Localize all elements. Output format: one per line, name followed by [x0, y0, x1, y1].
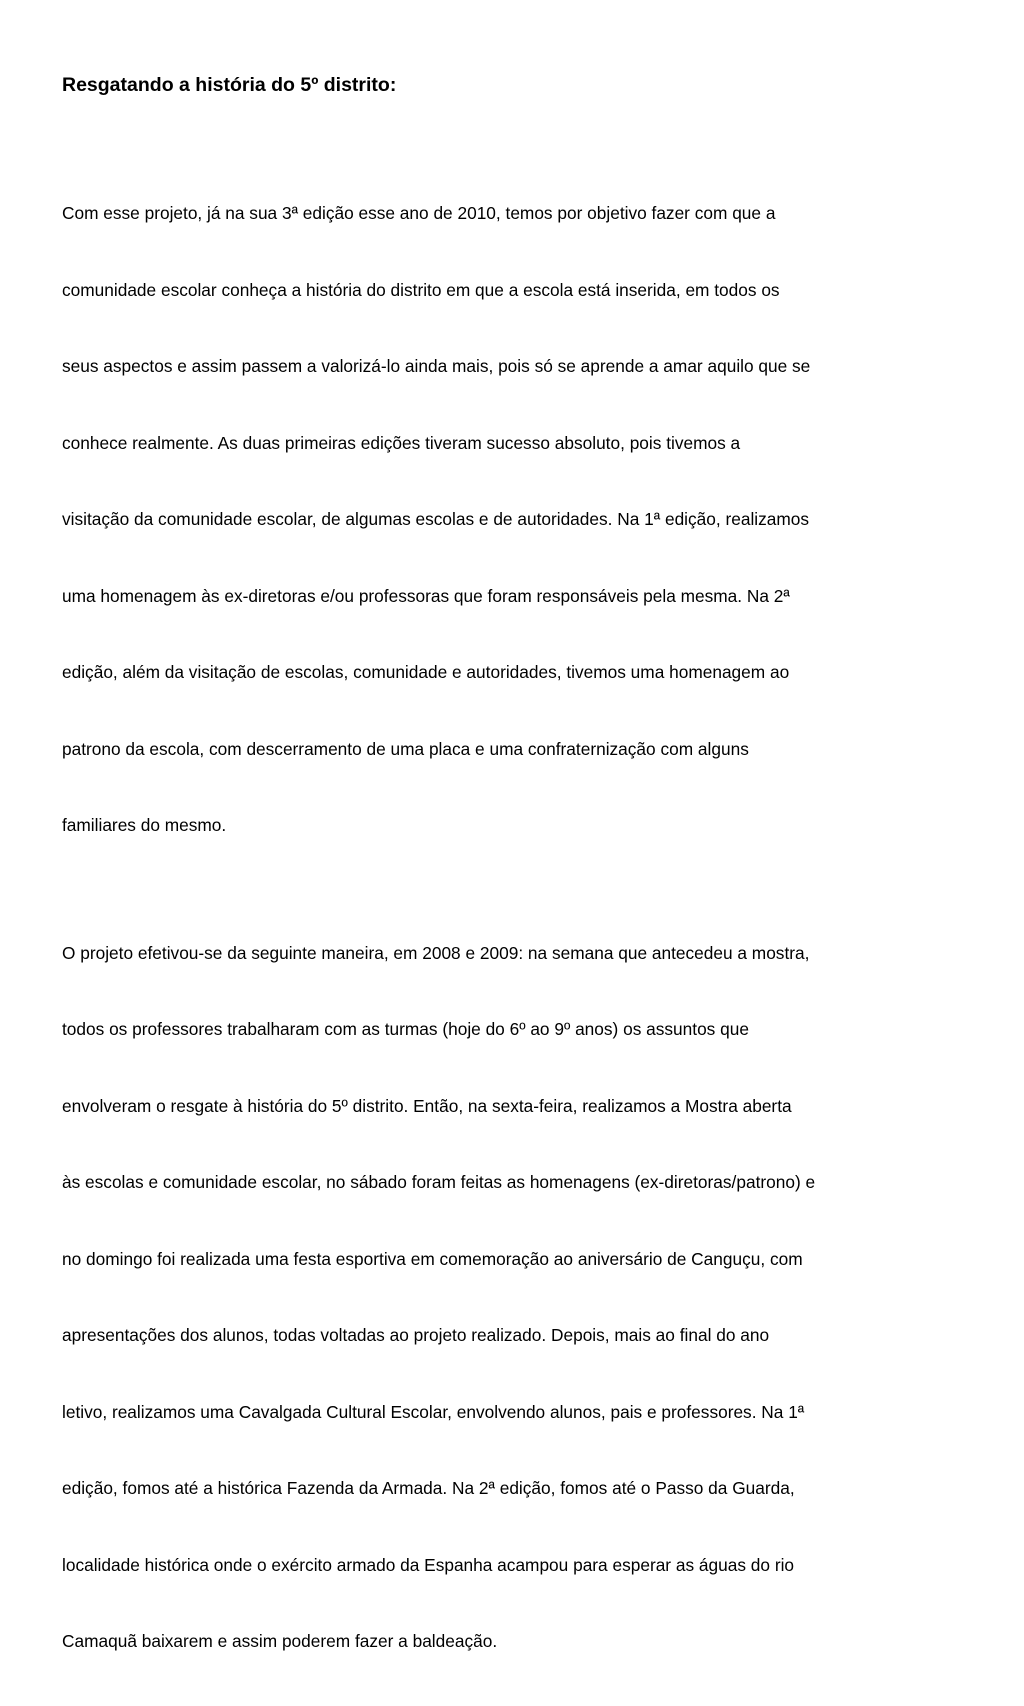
slide-title: Resgatando a história do 5º distrito: [62, 74, 397, 96]
text-line: familiares do mesmo. [62, 815, 227, 835]
text-line: Camaquã baixarem e assim poderem fazer a baldeação. [62, 1631, 498, 1651]
text-line: no domingo foi realizada uma festa esportiva em comemoração ao aniversário de Canguçu, com [62, 1248, 803, 1269]
text-line: letivo, realizamos uma Cavalgada Cultural Escolar, envolvendo alunos, pais e professores. Na 1ª [62, 1401, 805, 1422]
text-line: localidade histórica onde o exército armado da Espanha acampou para esperar as águas do rio [62, 1554, 795, 1575]
paragraph-execution [62, 890, 972, 1706]
text-line: comunidade escolar conheça a história do distrito em que a escola está inserida, em todos os [62, 279, 780, 300]
text-line: edição, além da visitação de escolas, comunidade e autoridades, tivemos uma homenagem ao [62, 662, 790, 682]
text-line: envolveram o resgate à história do 5º distrito. Então, na sexta-feira, realizamos a Mostra aberta [62, 1095, 792, 1116]
text-line: seus aspectos e assim passem a valorizá-lo ainda mais, pois só se aprende a amar aquilo que se [62, 356, 811, 376]
text-line: O projeto efetivou-se da seguinte maneira, em 2008 e 2009: na semana que antecedeu a mostra, [62, 942, 810, 963]
paragraph-intro [62, 150, 972, 890]
text-line: edição, fomos até a histórica Fazenda da Armada. Na 2ª edição, fomos até o Passo da Guarda, [62, 1478, 795, 1498]
text-line: conhece realmente. As duas primeiras edições tiveram sucesso absoluto, pois tivemos a [62, 432, 741, 453]
text-line: todos os professores trabalharam com as turmas (hoje do 6º ao 9º anos) os assuntos que [62, 1019, 749, 1039]
text-line: apresentações dos alunos, todas voltadas ao projeto realizado. Depois, mais ao final do ano [62, 1325, 770, 1345]
text-line: visitação da comunidade escolar, de algumas escolas e de autoridades. Na 1ª edição, realizamos [62, 509, 810, 529]
slide-body [62, 150, 972, 1706]
text-line: uma homenagem às ex-diretoras e/ou professoras que foram responsáveis pela mesma. Na 2ª [62, 585, 790, 606]
text-line: Com esse projeto, já na sua 3ª edição esse ano de 2010, temos por objetivo fazer com que a [62, 203, 776, 223]
text-line: patrono da escola, com descerramento de uma placa e uma confraternização com alguns [62, 738, 749, 759]
text-line: às escolas e comunidade escolar, no sábado foram feitas as homenagens (ex-diretoras/patrono) e [62, 1172, 816, 1192]
